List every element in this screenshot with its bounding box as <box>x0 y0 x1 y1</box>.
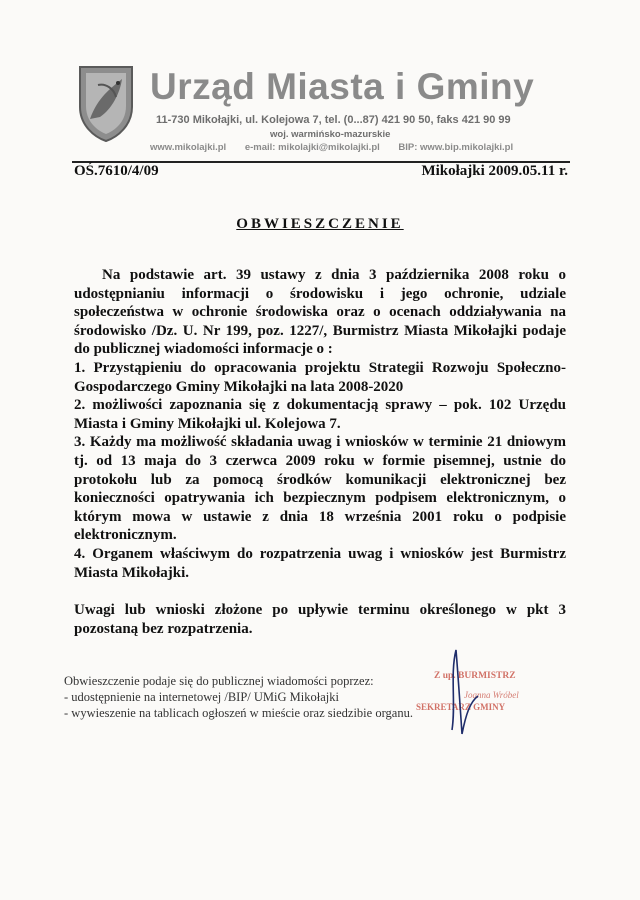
announcement-body <box>74 266 566 638</box>
publication-note-board: - wywieszenie na tablicach ogłoszeń w mieście oraz siedzibie organu. <box>64 706 413 720</box>
coat-of-arms-fish-icon <box>76 63 136 143</box>
list-item-2: 2. możliwości zapoznania się z dokumentacją sprawy – pok. 102 Urzędu Miasta i Gminy Mikołajki ul. Kolejowa 7. <box>74 397 566 432</box>
intro-paragraph: Na podstawie art. 39 ustawy z dnia 3 października 2008 roku o udostępnianiu informacji o środowisku i jego ochronie, udziale społeczeństwa w ochronie środowiska oraz o ocenach oddziaływania na środowisko /Dz. U. Nr 199, poz. 1227/, Burmistrz Miasta Mikołajki podaje do publicznej wiadomości informacje o : <box>74 267 566 358</box>
list-item-4: 4. Organem właściwym do rozpatrzenia uwag i wniosków jest Burmistrz Miasta Mikołajki. <box>74 545 566 581</box>
stamp-line-3: SEKRETARZ GMINY <box>416 702 506 712</box>
website-link[interactable]: www.mikolajki.pl <box>150 142 227 153</box>
stamp-line-2: Joanna Wróbel <box>464 690 519 700</box>
place-and-date: Mikołajki 2009.05.11 r. <box>421 163 568 179</box>
contact-row <box>150 142 529 153</box>
official-stamp-signature <box>412 644 562 740</box>
list-item-1: 1. Przystąpieniu do opracowania projektu Strategii Rozwoju Społeczno-Gospodarczego Gminy Mikołajki na lata 2008-2020 <box>74 359 566 395</box>
list-item-3: 3. Każdy ma możliwość składania uwag i wniosków w terminie 21 dniowym tj. od 13 maja do 3 czerwca 2009 roku w formie pisemnej, ustnie do protokołu lub za pomocą środków komunikacji elektronicznej bez konieczności opatrywania ich bezpiecznym podpisem elektronicznym, o którym mowa w ustawie z dnia 18 września 2001 roku o podpisie elektronicznym. <box>74 434 566 544</box>
office-voivodeship: woj. warmińsko-mazurskie <box>270 129 391 140</box>
email-link[interactable]: e-mail: mikolajki@mikolajki.pl <box>244 142 380 153</box>
publication-note-intro: Obwieszczenie podaje się do publicznej wiadomości poprzez: <box>64 674 374 688</box>
office-address: 11-730 Mikołajki, ul. Kolejowa 7, tel. (0...87) 421 90 50, faks 421 90 99 <box>156 114 511 126</box>
office-name-title: Urząd Miasta i Gminy <box>150 66 535 107</box>
publication-note-bip: - udostępnienie na internetowej /BIP/ UMiG Mikołajki <box>64 690 339 704</box>
stamp-line-1: Z up. BURMISTRZ <box>434 671 516 681</box>
reference-number: OŚ.7610/4/09 <box>74 163 159 179</box>
document-heading: OBWIESZCZENIE <box>236 216 404 232</box>
publication-note <box>64 673 444 721</box>
bip-link[interactable]: BIP: www.bip.mikolajki.pl <box>398 142 514 153</box>
closing-paragraph: Uwagi lub wnioski złożone po upływie terminu określonego w pkt 3 pozostaną bez rozpatrzenia. <box>74 602 566 637</box>
